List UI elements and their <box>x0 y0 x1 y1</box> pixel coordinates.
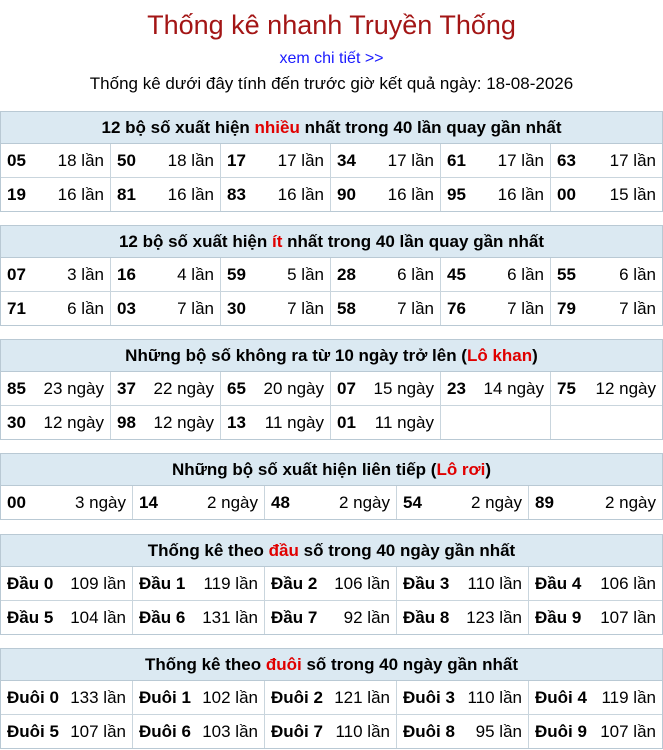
section-title-text: 12 bộ số xuất hiện <box>101 118 255 137</box>
number-label: 59 <box>227 264 246 284</box>
section-title-text: ) <box>485 460 492 479</box>
count-value: 3 lần <box>67 264 104 284</box>
table-row <box>1 486 662 519</box>
count-value: 104 lần <box>70 607 126 627</box>
number-label: Đuôi 9 <box>535 721 587 741</box>
count-value: 106 lần <box>600 573 656 593</box>
count-value: 16 lần <box>277 184 324 204</box>
lo-roi-table <box>0 453 663 520</box>
number-label: 00 <box>557 184 576 204</box>
count-value: 121 lần <box>334 687 390 707</box>
section-title-text: Thống kê theo <box>147 541 269 560</box>
stat-cell <box>331 258 441 291</box>
stat-cell <box>111 178 221 211</box>
stat-cell <box>265 486 397 519</box>
stat-cell <box>1 406 111 439</box>
table-row <box>1 681 662 715</box>
count-value: 12 ngày <box>153 412 214 432</box>
stat-cell <box>1 601 133 634</box>
stat-cell <box>111 292 221 325</box>
number-label: 30 <box>7 412 26 432</box>
number-label: 55 <box>557 264 576 284</box>
count-value: 107 lần <box>600 607 656 627</box>
number-label: 00 <box>7 492 26 512</box>
number-label: 75 <box>557 378 576 398</box>
stat-cell <box>1 486 133 519</box>
number-label: Đầu 0 <box>7 573 54 593</box>
number-label: 16 <box>117 264 136 284</box>
count-value: 133 lần <box>70 687 126 707</box>
number-label: 19 <box>7 184 26 204</box>
count-value: 103 lần <box>202 721 258 741</box>
stat-cell <box>441 258 551 291</box>
count-value: 119 lần <box>601 687 656 707</box>
count-value: 18 lần <box>57 150 104 170</box>
number-label: 03 <box>117 298 136 318</box>
number-label: Đầu 6 <box>139 607 186 627</box>
count-value: 15 ngày <box>373 378 434 398</box>
section-title-highlight: Lô khan <box>466 346 533 365</box>
count-value: 17 lần <box>497 150 544 170</box>
count-value: 7 lần <box>619 298 656 318</box>
stat-cell <box>529 567 662 600</box>
number-label: Đuôi 6 <box>139 721 191 741</box>
stat-cell <box>1 681 133 714</box>
number-label: 50 <box>117 150 136 170</box>
count-value: 110 lần <box>467 573 522 593</box>
stat-cell <box>551 178 662 211</box>
count-value: 11 ngày <box>264 412 324 432</box>
stat-cell <box>441 406 551 439</box>
count-value: 123 lần <box>466 607 522 627</box>
section-title-highlight: đầu <box>268 541 299 560</box>
section-title-text: số trong 40 ngày gần nhất <box>298 541 516 560</box>
stat-cell <box>441 372 551 405</box>
number-label: 30 <box>227 298 246 318</box>
stat-cell <box>551 372 662 405</box>
count-value: 110 lần <box>467 687 522 707</box>
stat-cell <box>1 178 111 211</box>
stat-cell <box>1 567 133 600</box>
count-value: 15 lần <box>609 184 656 204</box>
number-label: 07 <box>337 378 356 398</box>
page-title: Thống kê nhanh Truyền Thống <box>147 10 516 40</box>
number-label: 23 <box>447 378 466 398</box>
count-value: 110 lần <box>335 721 390 741</box>
stat-cell <box>221 406 331 439</box>
stat-cell <box>221 292 331 325</box>
table-row <box>1 258 662 292</box>
page-subtitle: Thống kê dưới đây tính đến trước giờ kết quả ngày: 18-08-2026 <box>89 74 574 93</box>
count-value: 102 lần <box>202 687 258 707</box>
section-title-text: Những bộ số xuất hiện liên tiếp ( <box>171 460 437 479</box>
number-label: 63 <box>557 150 576 170</box>
number-label: 37 <box>117 378 136 398</box>
table-row <box>1 144 662 178</box>
number-label: 58 <box>337 298 356 318</box>
number-label: Đuôi 3 <box>403 687 455 707</box>
section-title <box>1 226 662 258</box>
count-value: 119 lần <box>203 573 258 593</box>
count-value: 7 lần <box>177 298 214 318</box>
count-value: 17 lần <box>277 150 324 170</box>
section-title-text: nhất trong 40 lần quay gần nhất <box>299 118 562 137</box>
count-value: 7 lần <box>287 298 324 318</box>
stat-cell <box>221 258 331 291</box>
stat-cell <box>551 406 662 439</box>
number-label: 28 <box>337 264 356 284</box>
table-row <box>1 178 662 211</box>
number-label: 01 <box>337 412 356 432</box>
number-label: 95 <box>447 184 466 204</box>
number-label: 85 <box>7 378 26 398</box>
section-title-text: nhất trong 40 lần quay gần nhất <box>282 232 545 251</box>
table-row <box>1 567 662 601</box>
count-value: 4 lần <box>177 264 214 284</box>
stat-cell <box>111 406 221 439</box>
stat-cell <box>331 292 441 325</box>
stat-cell <box>441 292 551 325</box>
count-value: 16 lần <box>167 184 214 204</box>
section-title-highlight: Lô rơi <box>436 460 486 479</box>
count-value: 2 ngày <box>604 492 656 512</box>
section-title-highlight: nhiều <box>254 118 300 137</box>
count-value: 107 lần <box>600 721 656 741</box>
count-value: 16 lần <box>497 184 544 204</box>
stat-cell <box>265 601 397 634</box>
stat-cell <box>221 178 331 211</box>
count-value: 23 ngày <box>43 378 104 398</box>
stat-cell <box>397 715 529 748</box>
number-label: 61 <box>447 150 466 170</box>
stat-cell <box>111 144 221 177</box>
stat-cell <box>1 258 111 291</box>
count-value: 2 ngày <box>338 492 390 512</box>
count-value: 106 lần <box>334 573 390 593</box>
number-label: 83 <box>227 184 246 204</box>
section-title <box>1 112 662 144</box>
least-frequent-table <box>0 225 663 326</box>
section-title <box>1 649 662 681</box>
number-label: Đuôi 5 <box>7 721 59 741</box>
number-label: 48 <box>271 492 290 512</box>
count-value: 20 ngày <box>263 378 324 398</box>
count-value: 109 lần <box>70 573 126 593</box>
stat-cell <box>331 178 441 211</box>
count-value: 6 lần <box>397 264 434 284</box>
number-label: 90 <box>337 184 356 204</box>
number-label: 34 <box>337 150 356 170</box>
count-value: 7 lần <box>507 298 544 318</box>
number-label: Đuôi 8 <box>403 721 455 741</box>
stat-cell <box>331 406 441 439</box>
section-title <box>1 535 662 567</box>
number-label: Đầu 9 <box>535 607 582 627</box>
number-label: 45 <box>447 264 466 284</box>
count-value: 22 ngày <box>153 378 214 398</box>
count-value: 6 lần <box>619 264 656 284</box>
number-label: Đuôi 1 <box>139 687 191 707</box>
section-title-text: số trong 40 ngày gần nhất <box>301 655 519 674</box>
stat-cell <box>111 372 221 405</box>
count-value: 18 lần <box>167 150 214 170</box>
section-title <box>1 454 662 486</box>
stat-cell <box>111 258 221 291</box>
stat-cell <box>133 486 265 519</box>
stat-cell <box>551 292 662 325</box>
stat-cell <box>441 178 551 211</box>
section-title-text: Những bộ số không ra từ 10 ngày trở lên ( <box>125 346 467 365</box>
count-value: 6 lần <box>507 264 544 284</box>
count-value: 2 ngày <box>470 492 522 512</box>
stat-cell <box>265 681 397 714</box>
count-value: 2 ngày <box>206 492 258 512</box>
table-row <box>1 715 662 748</box>
number-label: 71 <box>7 298 26 318</box>
number-label: Đuôi 7 <box>271 721 323 741</box>
count-value: 17 lần <box>387 150 434 170</box>
count-value: 7 lần <box>397 298 434 318</box>
count-value: 14 ngày <box>483 378 544 398</box>
stat-cell <box>133 715 265 748</box>
number-label: Đuôi 4 <box>535 687 587 707</box>
number-label: 13 <box>227 412 246 432</box>
number-label: Đuôi 2 <box>271 687 323 707</box>
number-label: Đầu 3 <box>403 573 450 593</box>
count-value: 17 lần <box>609 150 656 170</box>
number-label: 65 <box>227 378 246 398</box>
count-value: 11 ngày <box>374 412 434 432</box>
number-label: Đầu 1 <box>139 573 186 593</box>
stat-cell <box>133 601 265 634</box>
count-value: 92 lần <box>343 607 390 627</box>
stat-cell <box>397 486 529 519</box>
table-row <box>1 406 662 439</box>
number-label: Đầu 7 <box>271 607 318 627</box>
table-row <box>1 372 662 406</box>
stat-cell <box>221 372 331 405</box>
stat-cell <box>551 144 662 177</box>
stat-cell <box>529 715 662 748</box>
stat-cell <box>221 144 331 177</box>
number-label: 07 <box>7 264 26 284</box>
count-value: 6 lần <box>67 298 104 318</box>
number-label: 05 <box>7 150 26 170</box>
number-label: 17 <box>227 150 246 170</box>
number-label: 54 <box>403 492 422 512</box>
stat-cell <box>331 144 441 177</box>
count-value: 5 lần <box>287 264 324 284</box>
number-label: 89 <box>535 492 554 512</box>
stat-cell <box>551 258 662 291</box>
section-title <box>1 340 662 372</box>
number-label: 81 <box>117 184 136 204</box>
number-label: Đuôi 0 <box>7 687 59 707</box>
stat-cell <box>1 715 133 748</box>
tail-digit-table <box>0 648 663 749</box>
count-value: 3 ngày <box>74 492 126 512</box>
number-label: Đầu 8 <box>403 607 450 627</box>
stat-cell <box>529 681 662 714</box>
view-details-link[interactable]: xem chi tiết >> <box>279 50 384 67</box>
count-value: 107 lần <box>70 721 126 741</box>
number-label: Đầu 5 <box>7 607 54 627</box>
lo-khan-table <box>0 339 663 440</box>
stat-cell <box>529 486 662 519</box>
stat-cell <box>529 601 662 634</box>
most-frequent-table <box>0 111 663 212</box>
section-title-text: ) <box>532 346 538 365</box>
stat-cell <box>397 601 529 634</box>
table-row <box>1 601 662 634</box>
stat-cell <box>1 372 111 405</box>
count-value: 12 ngày <box>43 412 104 432</box>
number-label: 79 <box>557 298 576 318</box>
stat-cell <box>397 567 529 600</box>
number-label: Đầu 2 <box>271 573 318 593</box>
section-title-highlight: đuôi <box>265 655 302 674</box>
number-label: 76 <box>447 298 466 318</box>
section-title-text: Thống kê theo <box>144 655 266 674</box>
stat-cell <box>397 681 529 714</box>
stat-cell <box>1 292 111 325</box>
section-title-text: 12 bộ số xuất hiện <box>118 232 272 251</box>
count-value: 16 lần <box>57 184 104 204</box>
stat-cell <box>265 567 397 600</box>
stat-cell <box>331 372 441 405</box>
stat-cell <box>265 715 397 748</box>
stat-cell <box>441 144 551 177</box>
count-value: 95 lần <box>475 721 522 741</box>
stat-cell <box>133 567 265 600</box>
section-title-highlight: ít <box>272 232 283 251</box>
stat-cell <box>1 144 111 177</box>
stat-cell <box>133 681 265 714</box>
count-value: 12 ngày <box>595 378 656 398</box>
count-value: 16 lần <box>387 184 434 204</box>
number-label: 98 <box>117 412 136 432</box>
number-label: 14 <box>139 492 158 512</box>
head-digit-table <box>0 534 663 635</box>
table-row <box>1 292 662 325</box>
count-value: 131 lần <box>202 607 258 627</box>
number-label: Đầu 4 <box>535 573 582 593</box>
